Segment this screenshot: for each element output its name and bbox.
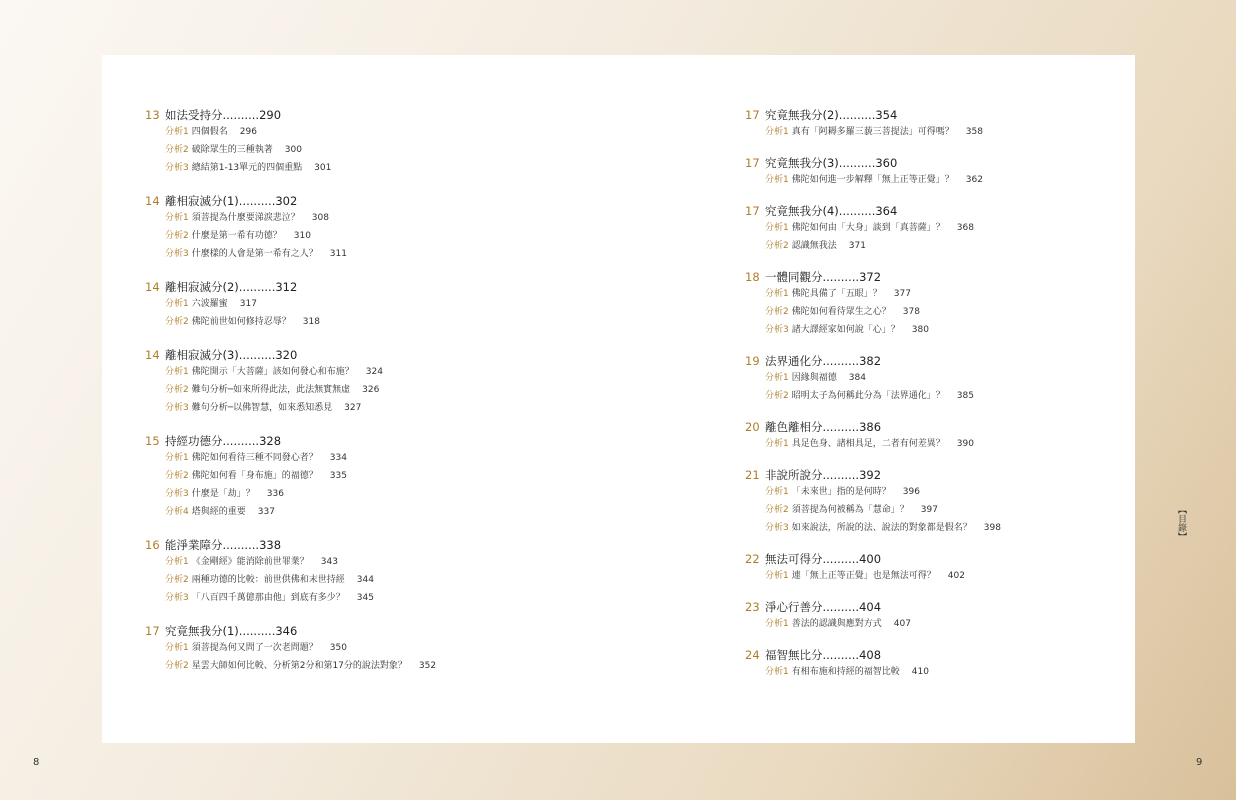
chapter-title-line [745, 353, 1085, 369]
chapter-title-line [745, 467, 1085, 483]
subentry-page: 358 [965, 127, 983, 137]
analysis-tag: 分析3 [765, 325, 789, 335]
section-tab-label: 【目錄】 [1176, 505, 1186, 541]
subentry-page: 398 [983, 523, 1001, 533]
analysis-tag: 分析2 [165, 471, 189, 481]
chapter-number: 17 [745, 108, 760, 122]
subentry-page: 371 [848, 241, 866, 251]
subentry-text: 《金剛經》能消除前世罪業？ [191, 557, 309, 567]
chapter-number: 17 [145, 624, 160, 638]
subentry-page: 390 [956, 439, 974, 449]
subentry-text: 須菩提為何被稱為「慧命」？ [791, 505, 909, 515]
chapter-number: 21 [745, 468, 760, 482]
page-number-left: 8 [33, 757, 40, 768]
leader-dots: .......... [238, 194, 276, 208]
subentry-page: 296 [239, 127, 257, 137]
analysis-tag: 分析1 [765, 289, 789, 299]
chapter-page: 338 [259, 538, 282, 552]
toc-subentry [165, 399, 585, 417]
analysis-tag: 分析1 [765, 439, 789, 449]
chapter-title-line [745, 107, 1085, 123]
analysis-tag: 分析3 [165, 489, 189, 499]
toc-chapter [145, 623, 585, 675]
toc-subentry [765, 663, 1085, 681]
toc-subentry [165, 363, 585, 381]
subentry-text: 認識無我法 [791, 241, 837, 251]
chapter-title-line [145, 347, 585, 363]
subentry-text: 佛陀如何進一步解釋「無上正等正覺」？ [791, 175, 954, 185]
subentry-text: 諸大譯經家如何說「心」？ [791, 325, 900, 335]
analysis-tag: 分析2 [765, 391, 789, 401]
analysis-tag: 分析3 [165, 593, 189, 603]
toc-chapter [745, 419, 1085, 453]
subentry-text: 因緣與福德 [791, 373, 837, 383]
chapter-title: 淨心行善分 [765, 600, 823, 614]
subentry-page: 350 [329, 643, 347, 653]
subentry-page: 352 [418, 661, 437, 671]
chapter-title: 持經功德分 [165, 434, 223, 448]
toc-subentry [765, 387, 1085, 405]
toc-chapter [745, 467, 1085, 537]
subentry-text: 佛陀具備了「五眼」？ [791, 289, 882, 299]
subentry-text: 佛陀如何看「身布施」的福德？ [191, 471, 318, 481]
chapter-title: 離相寂滅分(2) [165, 280, 239, 294]
subentry-page: 311 [329, 249, 347, 259]
leader-dots: .......... [822, 552, 860, 566]
analysis-tag: 分析3 [165, 163, 189, 173]
subentry-page: 326 [362, 385, 380, 395]
chapter-page: 392 [859, 468, 882, 482]
toc-subentry [765, 171, 1085, 189]
leader-dots: .......... [822, 600, 860, 614]
toc-subentry [165, 123, 585, 141]
chapter-title-line [745, 419, 1085, 435]
chapter-page: 360 [875, 156, 898, 170]
subentry-text: 星雲大師如何比較、分析第2分和第17分的說法對象？ [191, 661, 407, 671]
subentry-text: 如來說法，所說的法、說法的對象都是假名？ [791, 523, 972, 533]
toc-chapter [745, 551, 1085, 585]
chapter-number: 14 [145, 280, 160, 294]
subentry-text: 佛陀開示「大菩薩」該如何發心和布施？ [191, 367, 354, 377]
toc-subentry [765, 123, 1085, 141]
analysis-tag: 分析1 [765, 571, 789, 581]
toc-subentry [165, 159, 585, 177]
analysis-tag: 分析3 [165, 403, 189, 413]
subentry-page: 384 [848, 373, 866, 383]
toc-subentry [165, 381, 585, 399]
subentry-text: 破除眾生的三種執著 [191, 145, 273, 155]
chapter-title-line [745, 155, 1085, 171]
subentry-page: 310 [293, 231, 311, 241]
subentry-text: 昭明太子為何稱此分為「法界通化」？ [791, 391, 945, 401]
analysis-tag: 分析2 [165, 231, 189, 241]
leader-dots: .......... [222, 538, 260, 552]
toc-chapter [745, 203, 1085, 255]
subentry-text: 善法的認識與應對方式 [791, 619, 882, 629]
subentry-page: 318 [302, 317, 320, 327]
subentry-text: 真有「阿耨多羅三藐三菩提法」可得嗎？ [791, 127, 954, 137]
leader-dots: .......... [838, 108, 876, 122]
subentry-text: 四個假名 [191, 127, 228, 137]
toc-chapter [145, 193, 585, 263]
chapter-title-line [145, 623, 585, 639]
chapter-number: 24 [745, 648, 760, 662]
analysis-tag: 分析1 [765, 223, 789, 233]
toc-chapter [745, 353, 1085, 405]
analysis-tag: 分析2 [765, 505, 789, 515]
subentry-text: 難句分析─以佛智慧，如來悉知悉見 [191, 403, 333, 413]
chapter-title: 究竟無我分(1) [165, 624, 239, 638]
chapter-number: 22 [745, 552, 760, 566]
analysis-tag: 分析1 [165, 127, 189, 137]
chapter-title-line [145, 433, 585, 449]
chapter-title-line [145, 279, 585, 295]
toc-subentry [765, 237, 1085, 255]
subentry-text: 兩種功德的比較：前世供佛和末世持經 [191, 575, 345, 585]
toc-subentry [165, 209, 585, 227]
toc-chapter [745, 599, 1085, 633]
chapter-title-line [145, 537, 585, 553]
toc-chapter [745, 647, 1085, 681]
subentry-page: 410 [911, 667, 929, 677]
subentry-page: 343 [320, 557, 338, 567]
toc-subentry [165, 657, 585, 675]
toc-subentry [765, 615, 1085, 633]
chapter-number: 18 [745, 270, 760, 284]
toc-subentry [165, 313, 585, 331]
chapter-number: 16 [145, 538, 160, 552]
chapter-page: 302 [275, 194, 298, 208]
toc-subentry [165, 227, 585, 245]
toc-chapter [145, 279, 585, 331]
chapter-number: 14 [145, 348, 160, 362]
chapter-title: 究竟無我分(2) [765, 108, 839, 122]
analysis-tag: 分析1 [165, 453, 189, 463]
toc-subentry [165, 467, 585, 485]
analysis-tag: 分析2 [765, 241, 789, 251]
toc-page-spread [102, 55, 1135, 743]
chapter-number: 19 [745, 354, 760, 368]
chapter-title: 究竟無我分(4) [765, 204, 839, 218]
chapter-page: 346 [275, 624, 298, 638]
toc-subentry [765, 303, 1085, 321]
subentry-page: 407 [893, 619, 911, 629]
chapter-title-line [745, 551, 1085, 567]
chapter-title-line [145, 107, 585, 123]
chapter-number: 20 [745, 420, 760, 434]
subentry-page: 385 [956, 391, 974, 401]
subentry-page: 344 [356, 575, 374, 585]
subentry-text: 須菩提為什麼要涕淚悲泣？ [191, 213, 300, 223]
chapter-title: 福智無比分 [765, 648, 823, 662]
analysis-tag: 分析1 [765, 175, 789, 185]
analysis-tag: 分析1 [765, 487, 789, 497]
toc-chapter [745, 269, 1085, 339]
subentry-text: 連「無上正等正覺」也是無法可得？ [791, 571, 936, 581]
subentry-page: 334 [329, 453, 347, 463]
chapter-page: 372 [859, 270, 882, 284]
toc-subentry [165, 639, 585, 657]
analysis-tag: 分析2 [165, 317, 189, 327]
toc-subentry [765, 285, 1085, 303]
analysis-tag: 分析1 [765, 667, 789, 677]
leader-dots: .......... [238, 624, 276, 638]
subentry-page: 362 [965, 175, 983, 185]
analysis-tag: 分析1 [765, 127, 789, 137]
subentry-page: 308 [311, 213, 329, 223]
subentry-page: 377 [893, 289, 911, 299]
subentry-text: 什麼是第一希有功德？ [191, 231, 282, 241]
chapter-title: 離相寂滅分(1) [165, 194, 239, 208]
toc-chapter [145, 433, 585, 521]
analysis-tag: 分析1 [165, 299, 189, 309]
chapter-title: 離相寂滅分(3) [165, 348, 239, 362]
analysis-tag: 分析2 [165, 661, 189, 671]
page-number-right: 9 [1196, 757, 1203, 768]
chapter-number: 17 [745, 204, 760, 218]
analysis-tag: 分析1 [765, 373, 789, 383]
subentry-text: 佛陀如何看待三種不同發心者？ [191, 453, 318, 463]
analysis-tag: 分析2 [165, 145, 189, 155]
subentry-page: 378 [902, 307, 920, 317]
leader-dots: .......... [822, 354, 860, 368]
toc-subentry [165, 295, 585, 313]
toc-subentry [165, 485, 585, 503]
chapter-title: 能淨業障分 [165, 538, 223, 552]
leader-dots: .......... [238, 280, 276, 294]
analysis-tag: 分析1 [165, 643, 189, 653]
analysis-tag: 分析1 [165, 367, 189, 377]
toc-chapter [745, 107, 1085, 141]
chapter-title-line [745, 599, 1085, 615]
subentry-text: 難句分析─如來所得此法，此法無實無虛 [191, 385, 351, 395]
subentry-text: 什麼是「劫」？ [191, 489, 255, 499]
analysis-tag: 分析3 [165, 249, 189, 259]
chapter-title: 無法可得分 [765, 552, 823, 566]
chapter-page: 382 [859, 354, 882, 368]
toc-subentry [765, 435, 1085, 453]
toc-subentry [765, 483, 1085, 501]
subentry-text: 塔與經的重要 [191, 507, 246, 517]
subentry-page: 337 [257, 507, 275, 517]
chapter-title: 非說所說分 [765, 468, 823, 482]
toc-subentry [765, 519, 1085, 537]
analysis-tag: 分析2 [165, 385, 189, 395]
chapter-page: 354 [875, 108, 898, 122]
toc-subentry [765, 567, 1085, 585]
subentry-page: 345 [356, 593, 374, 603]
leader-dots: .......... [838, 204, 876, 218]
chapter-title-line [145, 193, 585, 209]
subentry-text: 須菩提為何又問了一次老問題？ [191, 643, 318, 653]
chapter-page: 400 [859, 552, 882, 566]
subentry-page: 317 [239, 299, 257, 309]
subentry-page: 324 [365, 367, 383, 377]
subentry-text: 具足色身、諸相具足，二者有何差異？ [791, 439, 945, 449]
chapter-page: 312 [275, 280, 298, 294]
analysis-tag: 分析2 [165, 575, 189, 585]
toc-chapter [145, 107, 585, 177]
chapter-title: 一體同觀分 [765, 270, 823, 284]
subentry-page: 368 [956, 223, 974, 233]
toc-subentry [165, 589, 585, 607]
chapter-title-line [745, 269, 1085, 285]
analysis-tag: 分析1 [165, 213, 189, 223]
subentry-page: 327 [344, 403, 362, 413]
subentry-page: 402 [947, 571, 965, 581]
toc-subentry [165, 449, 585, 467]
subentry-page: 396 [902, 487, 920, 497]
leader-dots: .......... [822, 270, 860, 284]
analysis-tag: 分析4 [165, 507, 189, 517]
subentry-page: 380 [911, 325, 929, 335]
chapter-number: 15 [145, 434, 160, 448]
toc-chapter [145, 347, 585, 417]
toc-subentry [765, 321, 1085, 339]
subentry-page: 335 [329, 471, 347, 481]
chapter-title: 如法受持分 [165, 108, 223, 122]
toc-subentry [765, 501, 1085, 519]
subentry-text: 總結第1-13單元的四個重點 [191, 163, 303, 173]
chapter-title-line [745, 647, 1085, 663]
leader-dots: .......... [838, 156, 876, 170]
chapter-title: 法界通化分 [765, 354, 823, 368]
toc-subentry [165, 503, 585, 521]
chapter-number: 23 [745, 600, 760, 614]
subentry-page: 336 [266, 489, 284, 499]
subentry-page: 397 [920, 505, 938, 515]
chapter-page: 404 [859, 600, 882, 614]
chapter-title-line [745, 203, 1085, 219]
chapter-title: 究竟無我分(3) [765, 156, 839, 170]
chapter-page: 320 [275, 348, 298, 362]
analysis-tag: 分析3 [765, 523, 789, 533]
subentry-text: 六波羅蜜 [191, 299, 228, 309]
leader-dots: .......... [222, 108, 260, 122]
toc-subentry [165, 245, 585, 263]
leader-dots: .......... [222, 434, 260, 448]
subentry-page: 301 [314, 163, 332, 173]
leader-dots: .......... [822, 420, 860, 434]
leader-dots: .......... [822, 468, 860, 482]
toc-left-column [145, 107, 585, 691]
chapter-number: 17 [745, 156, 760, 170]
toc-subentry [165, 141, 585, 159]
subentry-text: 佛陀前世如何修持忍辱？ [191, 317, 291, 327]
toc-subentry [165, 553, 585, 571]
chapter-page: 408 [859, 648, 882, 662]
subentry-text: 有相布施和持經的福智比較 [791, 667, 900, 677]
subentry-text: 「八百四千萬億那由他」到底有多少？ [191, 593, 345, 603]
subentry-text: 佛陀如何看待眾生之心？ [791, 307, 891, 317]
toc-right-column [745, 107, 1085, 695]
toc-chapter [145, 537, 585, 607]
subentry-text: 佛陀如何由「大身」談到「真菩薩」？ [791, 223, 945, 233]
analysis-tag: 分析1 [765, 619, 789, 629]
chapter-page: 386 [859, 420, 882, 434]
toc-subentry [765, 219, 1085, 237]
toc-subentry [165, 571, 585, 589]
chapter-page: 364 [875, 204, 898, 218]
analysis-tag: 分析1 [165, 557, 189, 567]
analysis-tag: 分析2 [765, 307, 789, 317]
chapter-title: 離色離相分 [765, 420, 823, 434]
subentry-page: 300 [284, 145, 302, 155]
chapter-page: 328 [259, 434, 282, 448]
chapter-number: 13 [145, 108, 160, 122]
subentry-text: 什麼樣的人會是第一希有之人？ [191, 249, 318, 259]
chapter-page: 290 [259, 108, 282, 122]
subentry-text: 「未來世」指的是何時？ [791, 487, 891, 497]
leader-dots: .......... [238, 348, 276, 362]
toc-chapter [745, 155, 1085, 189]
chapter-number: 14 [145, 194, 160, 208]
leader-dots: .......... [822, 648, 860, 662]
toc-subentry [765, 369, 1085, 387]
